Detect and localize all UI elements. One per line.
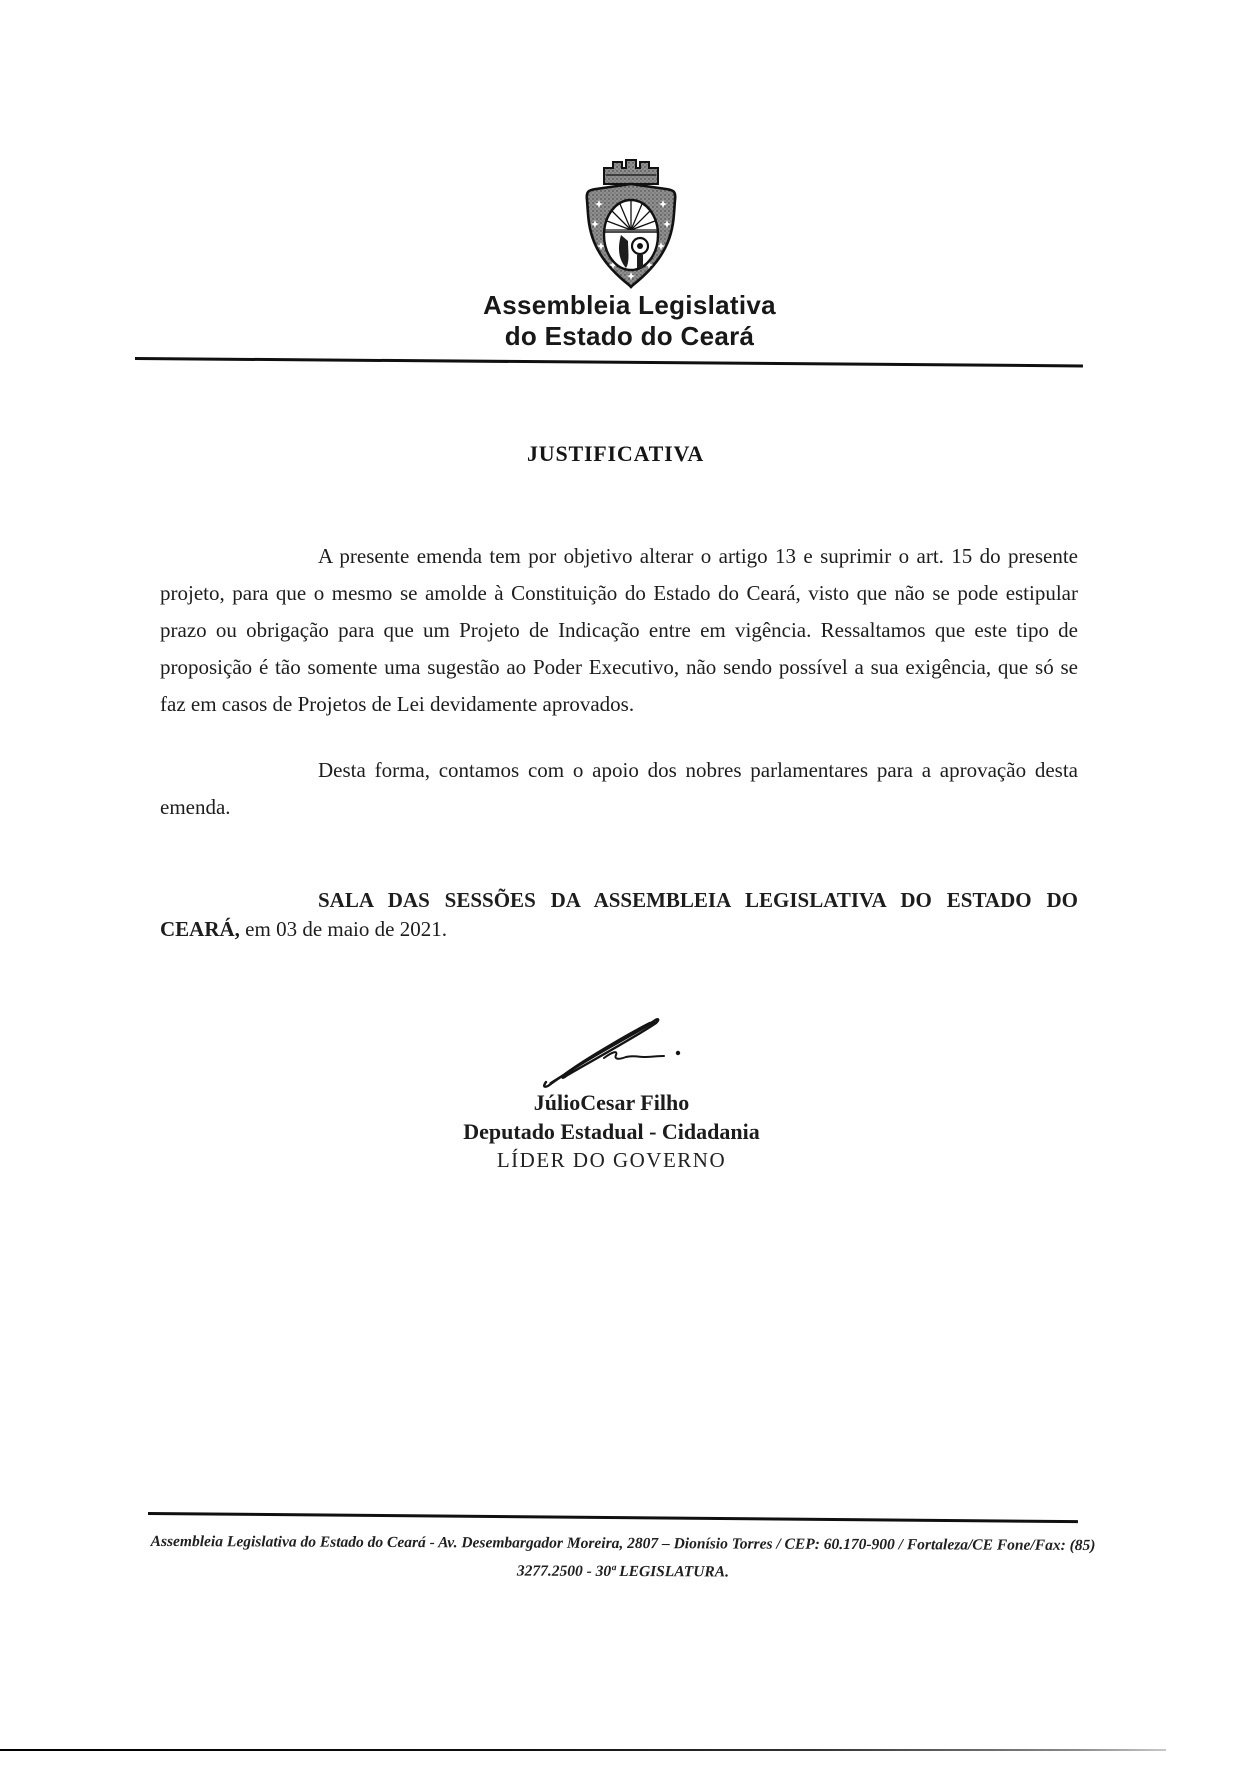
signature-block [0, 1088, 1247, 1175]
footer-divider [148, 1512, 1078, 1523]
signer-name: JúlioCesar Filho [533, 1090, 690, 1115]
header-divider [135, 357, 1083, 367]
paragraph-2-text: Desta forma, contamos com o apoio dos nobres parlamentares para a aprovação desta emenda. [160, 758, 1078, 819]
signature-icon [538, 1012, 713, 1095]
org-name-line2: do Estado do Ceará [504, 321, 755, 351]
footer [98, 1528, 1148, 1589]
paragraph-1-text: A presente emenda tem por objetivo alterar o artigo 13 e suprimir o art. 15 do presente projeto, para que o mesmo se amolde à Constituição do Estado do Ceará, visto que não se pode estipular prazo ou obrigação para que um Projeto de Indicação entre em vigência. Ressaltamos que este tipo de proposição é tão somente uma sugestão ao Poder Executivo, não sendo possível a sua exigência, que só se faz em casos de Projetos de Lei devidamente aprovados. [160, 544, 1078, 716]
page-title [0, 441, 1247, 467]
session-line-regular: em 03 de maio de 2021. [239, 917, 447, 941]
session-line [160, 886, 1078, 944]
session-line-bold: SALA DAS SESSÕES DA ASSEMBLEIA LEGISLATIVA DO ESTADO DO CEARÁ, [160, 888, 1078, 941]
signer-title: Deputado Estadual - Cidadania [463, 1119, 760, 1144]
session-line-text [160, 886, 1078, 944]
coat-of-arms-icon [572, 158, 690, 297]
paragraph-2 [160, 752, 1078, 826]
page-edge-scan-line [0, 1749, 1166, 1751]
paragraph-1 [160, 538, 1078, 723]
org-name [0, 290, 1247, 352]
footer-line1: Assembleia Legislativa do Estado do Ceará - Av. Desembargador Moreira, 2807 – Dionísio Torres / CEP: 60.170-900 / Fortaleza/CE Fone/Fax: (85) [150, 1532, 1096, 1555]
org-name-line1: Assembleia Legislativa [483, 290, 776, 320]
footer-line2: 3277.2500 - 30ª LEGISLATURA. [516, 1562, 730, 1581]
signer-role: LÍDER DO GOVERNO [496, 1148, 727, 1172]
page-title-text: JUSTIFICATIVA [526, 441, 705, 466]
